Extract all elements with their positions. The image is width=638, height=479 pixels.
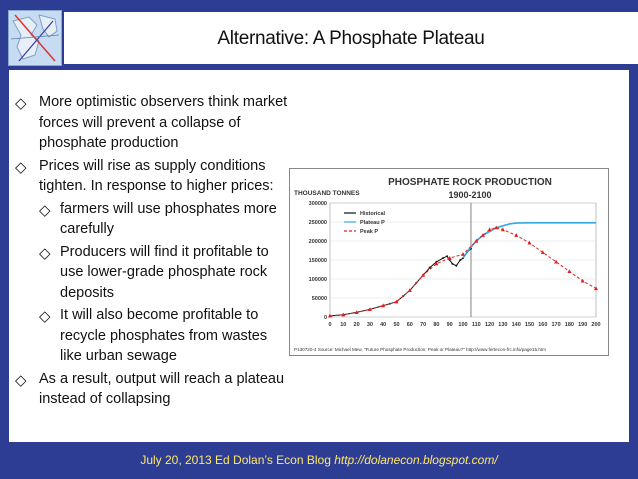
x-tick-label: 20 bbox=[353, 322, 360, 328]
plot-area bbox=[309, 201, 601, 328]
chart-subtitle: 1900-2100 bbox=[448, 190, 492, 200]
y-tick-label: 50000 bbox=[311, 296, 327, 302]
x-tick-label: 100 bbox=[458, 322, 468, 328]
bullet-text: More optimistic observers think market forces will prevent a collapse of phosphate production bbox=[39, 94, 288, 151]
y-tick-label: 0 bbox=[323, 315, 327, 321]
historical-point bbox=[455, 265, 457, 267]
chart-title: PHOSPHATE ROCK PRODUCTION bbox=[388, 177, 552, 188]
title-bar bbox=[64, 12, 638, 64]
historical-point bbox=[446, 255, 448, 257]
x-tick-label: 140 bbox=[511, 322, 521, 328]
bullet-item bbox=[9, 92, 289, 154]
x-tick-label: 190 bbox=[578, 322, 588, 328]
footer bbox=[0, 453, 638, 467]
y-tick-label: 150000 bbox=[308, 258, 327, 264]
legend-label: Peak P bbox=[360, 229, 379, 235]
legend-label: Historical bbox=[360, 211, 386, 217]
x-tick-label: 120 bbox=[485, 322, 495, 328]
legend-label: Plateau P bbox=[360, 220, 385, 226]
diamond-bullet-icon: ◇ bbox=[15, 95, 27, 112]
chart-svg bbox=[290, 169, 608, 355]
sub-bullet-text: Producers will find it profitable to use lower-grade phosphate rock deposits bbox=[60, 243, 269, 301]
footer-text: July 20, 2013 Ed Dolan’s Econ Blog bbox=[140, 453, 335, 467]
bullet-item bbox=[9, 369, 289, 410]
historical-point bbox=[442, 257, 444, 259]
y-tick-label: 300000 bbox=[308, 201, 327, 207]
x-tick-label: 90 bbox=[446, 322, 453, 328]
globe-map-icon bbox=[9, 11, 61, 65]
historical-point bbox=[459, 259, 461, 261]
x-tick-label: 180 bbox=[564, 322, 574, 328]
y-tick-label: 100000 bbox=[308, 277, 327, 283]
x-tick-label: 70 bbox=[420, 322, 427, 328]
x-tick-label: 10 bbox=[340, 322, 347, 328]
x-tick-label: 0 bbox=[328, 322, 332, 328]
chart-source: P130720-4 Source: Michael Mew, "Future Phosphate Production: Peak or Plateau?" http://www.fertecon-frc.info/page15.htm bbox=[294, 347, 546, 352]
phosphate-chart bbox=[289, 168, 609, 356]
footer-url[interactable]: http://dolanecon.blogspot.com/ bbox=[334, 453, 498, 467]
x-tick-label: 40 bbox=[380, 322, 387, 328]
x-tick-label: 50 bbox=[393, 322, 400, 328]
diamond-bullet-icon: ◇ bbox=[15, 158, 27, 176]
y-tick-label: 250000 bbox=[308, 220, 327, 226]
diamond-bullet-icon: ◇ bbox=[15, 371, 27, 389]
y-tick-label: 200000 bbox=[308, 239, 327, 245]
x-tick-label: 80 bbox=[433, 322, 440, 328]
x-tick-label: 200 bbox=[591, 322, 601, 328]
sub-bullet-text: farmers will use phosphates more carefully bbox=[60, 200, 277, 237]
x-tick-label: 130 bbox=[498, 322, 508, 328]
bullet-item bbox=[9, 156, 289, 197]
diamond-bullet-icon: ◇ bbox=[39, 244, 51, 262]
sub-bullet-item bbox=[9, 242, 289, 304]
slide-title: Alternative: A Phosphate Plateau bbox=[217, 28, 485, 49]
x-tick-label: 60 bbox=[406, 322, 413, 328]
x-tick-label: 110 bbox=[471, 322, 481, 328]
chart-ylabel: THOUSAND TONNES bbox=[294, 190, 360, 197]
sub-bullet-item bbox=[9, 199, 289, 240]
diamond-bullet-icon: ◇ bbox=[39, 201, 51, 219]
bullet-text: As a result, output will reach a plateau instead of collapsing bbox=[39, 370, 285, 407]
globe-logo bbox=[8, 10, 62, 66]
x-tick-label: 170 bbox=[551, 322, 561, 328]
bullet-list bbox=[9, 92, 289, 412]
sub-bullet-text: It will also become profitable to recycle phosphates from wastes like urban sewage bbox=[60, 307, 268, 364]
x-tick-label: 160 bbox=[538, 322, 548, 328]
x-tick-label: 150 bbox=[524, 322, 535, 328]
diamond-bullet-icon: ◇ bbox=[39, 308, 51, 325]
bullet-text: Prices will rise as supply conditions tighten. In response to higher prices: bbox=[39, 157, 274, 194]
historical-point bbox=[451, 263, 453, 265]
sub-bullet-item bbox=[9, 305, 289, 367]
x-tick-label: 30 bbox=[366, 322, 373, 328]
